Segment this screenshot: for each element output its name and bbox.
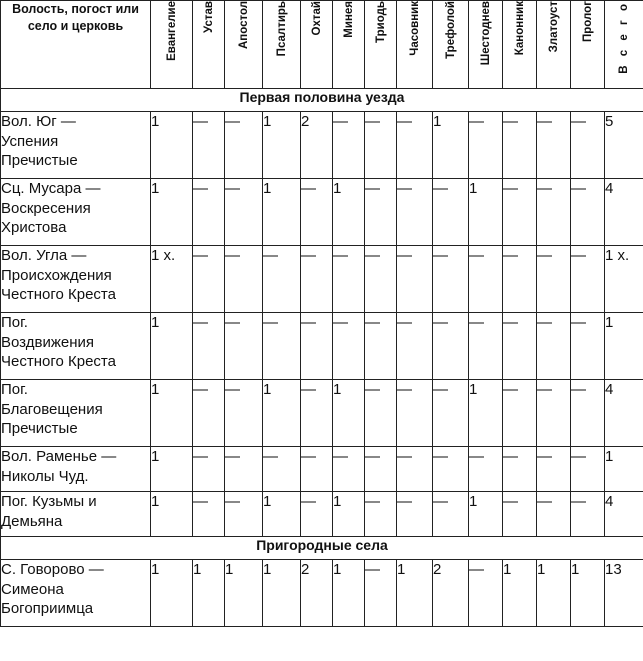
column-header-gospel [151,1,193,89]
value-cell: — [365,112,397,179]
value-cell: — [225,246,263,313]
table-row [1,492,643,537]
column-header-total [605,1,643,89]
value-cell: 1 х. [151,246,193,313]
column-header-psalter [263,1,301,89]
value-cell: — [571,112,605,179]
value-cell: — [225,447,263,492]
value-cell: — [571,313,605,380]
value-cell: — [365,560,397,627]
place-cell: Вол. Юг — Успения Пречистые [1,112,151,179]
section-header-row [1,89,643,112]
total-cell: 4 [605,380,643,447]
value-cell: — [225,380,263,447]
value-cell: — [225,313,263,380]
value-cell: — [537,313,571,380]
value-cell: — [397,179,433,246]
value-cell: — [365,246,397,313]
value-cell: 1 [397,560,433,627]
value-cell: — [469,447,503,492]
column-header-trefoloi [433,1,469,89]
value-cell: — [301,246,333,313]
value-cell: — [503,112,537,179]
value-cell: — [365,447,397,492]
value-cell: — [397,313,433,380]
value-cell: — [365,313,397,380]
place-cell: Пог. Воздвижения Честного Креста [1,313,151,380]
value-cell: — [193,447,225,492]
section-title: Первая половина уезда [1,89,643,112]
column-header-apostle [225,1,263,89]
column-header-kanonnik [503,1,537,89]
value-cell: — [469,313,503,380]
column-header-label: Устав [202,1,215,33]
value-cell: — [503,246,537,313]
table-row [1,313,643,380]
value-cell: 1 [433,112,469,179]
value-cell: — [333,447,365,492]
value-cell: — [301,492,333,537]
place-cell: Пог. Благовещения Пречистые [1,380,151,447]
value-cell: — [537,492,571,537]
value-cell: 1 [225,560,263,627]
value-cell: 1 [151,179,193,246]
value-cell: 1 [151,313,193,380]
column-header-typicon [193,1,225,89]
value-cell: 1 [263,380,301,447]
value-cell: — [333,246,365,313]
place-cell: С. Говорово — Симеона Богоприимца [1,560,151,627]
value-cell: 1 [537,560,571,627]
total-cell: 13 [605,560,643,627]
value-cell: 1 [571,560,605,627]
value-cell: — [537,380,571,447]
value-cell: — [193,112,225,179]
value-cell: — [469,112,503,179]
value-cell: 1 [151,112,193,179]
column-header-prolog [571,1,605,89]
column-header-triodion [365,1,397,89]
table-row [1,560,643,627]
value-cell: — [333,313,365,380]
column-header-label: Пролог [581,1,594,42]
value-cell: 1 [469,380,503,447]
value-cell: — [263,447,301,492]
value-cell: — [433,313,469,380]
value-cell: 2 [301,560,333,627]
value-cell: — [503,313,537,380]
table-row [1,246,643,313]
value-cell: — [365,380,397,447]
value-cell: — [537,179,571,246]
value-cell: — [263,246,301,313]
value-cell: — [433,246,469,313]
value-cell: — [225,112,263,179]
column-header-horologion [397,1,433,89]
table-row [1,380,643,447]
value-cell: 1 [263,560,301,627]
value-cell: — [503,447,537,492]
table-body [1,1,643,627]
total-cell: 4 [605,492,643,537]
place-cell: Вол. Раменье — Николы Чуд. [1,447,151,492]
value-cell: 1 [151,447,193,492]
value-cell: 1 [151,380,193,447]
value-cell: — [301,179,333,246]
column-header-label: В с е г о [618,1,630,74]
value-cell: — [397,246,433,313]
value-cell: 1 [151,492,193,537]
value-cell: 1 [469,492,503,537]
value-cell: — [301,380,333,447]
value-cell: — [571,179,605,246]
value-cell: — [503,380,537,447]
total-cell: 1 [605,447,643,492]
value-cell: — [433,380,469,447]
place-cell: Пог. Кузьмы и Демьяна [1,492,151,537]
value-cell: — [301,313,333,380]
value-cell: — [193,380,225,447]
column-header-label: Шестоднев [479,1,492,66]
value-cell: — [537,447,571,492]
value-cell: 1 [193,560,225,627]
value-cell: — [397,380,433,447]
value-cell: — [469,246,503,313]
column-header-label: Канонник [513,1,526,56]
column-header-label: Охтай [310,1,323,36]
value-cell: 1 [469,179,503,246]
value-cell: — [433,492,469,537]
value-cell: 1 [333,492,365,537]
value-cell: — [365,179,397,246]
value-cell: 2 [433,560,469,627]
value-cell: — [225,179,263,246]
section-title: Пригородные села [1,537,643,560]
column-header-label: Трефолой [444,1,457,59]
column-header-label: Златоуст [547,1,560,53]
value-cell: — [225,492,263,537]
column-header-label: Часовник [408,1,421,56]
column-header-menaion [333,1,365,89]
column-header-label: Минея [342,1,355,38]
value-cell: — [263,313,301,380]
value-cell: — [571,246,605,313]
total-cell: 1 х. [605,246,643,313]
value-cell: — [571,380,605,447]
total-cell: 5 [605,112,643,179]
table-row [1,112,643,179]
value-cell: 2 [301,112,333,179]
column-header-label: Апостол [237,1,250,50]
value-cell: — [503,492,537,537]
value-cell: — [571,447,605,492]
section-header-row [1,537,643,560]
column-header-label: Триодь [374,1,387,43]
table-row [1,179,643,246]
value-cell: — [397,447,433,492]
place-cell: Сц. Мусара — Воскресения Христова [1,179,151,246]
value-cell: — [469,560,503,627]
value-cell: — [333,112,365,179]
header-row [1,1,643,89]
value-cell: — [365,492,397,537]
column-header-hexaemeron [469,1,503,89]
value-cell: — [193,179,225,246]
value-cell: — [193,492,225,537]
value-cell: — [537,112,571,179]
value-cell: 1 [333,560,365,627]
place-column-header: Волость, погост или село и церковь [1,1,151,89]
column-header-oktoechos [301,1,333,89]
value-cell: — [571,492,605,537]
column-header-label: Евангелие [165,1,178,61]
value-cell: — [537,246,571,313]
column-header-zlatoust [537,1,571,89]
value-cell: 1 [503,560,537,627]
value-cell: 1 [333,380,365,447]
total-cell: 4 [605,179,643,246]
value-cell: — [301,447,333,492]
column-header-label: Псалтирь [275,1,288,57]
value-cell: — [433,447,469,492]
place-cell: Вол. Угла — Происхождения Честного Креста [1,246,151,313]
value-cell: 1 [263,492,301,537]
value-cell: — [503,179,537,246]
value-cell: — [397,492,433,537]
value-cell: 1 [333,179,365,246]
value-cell: — [193,246,225,313]
value-cell: 1 [263,179,301,246]
value-cell: — [193,313,225,380]
value-cell: — [397,112,433,179]
value-cell: 1 [263,112,301,179]
total-cell: 1 [605,313,643,380]
value-cell: 1 [151,560,193,627]
value-cell: — [433,179,469,246]
table-row [1,447,643,492]
